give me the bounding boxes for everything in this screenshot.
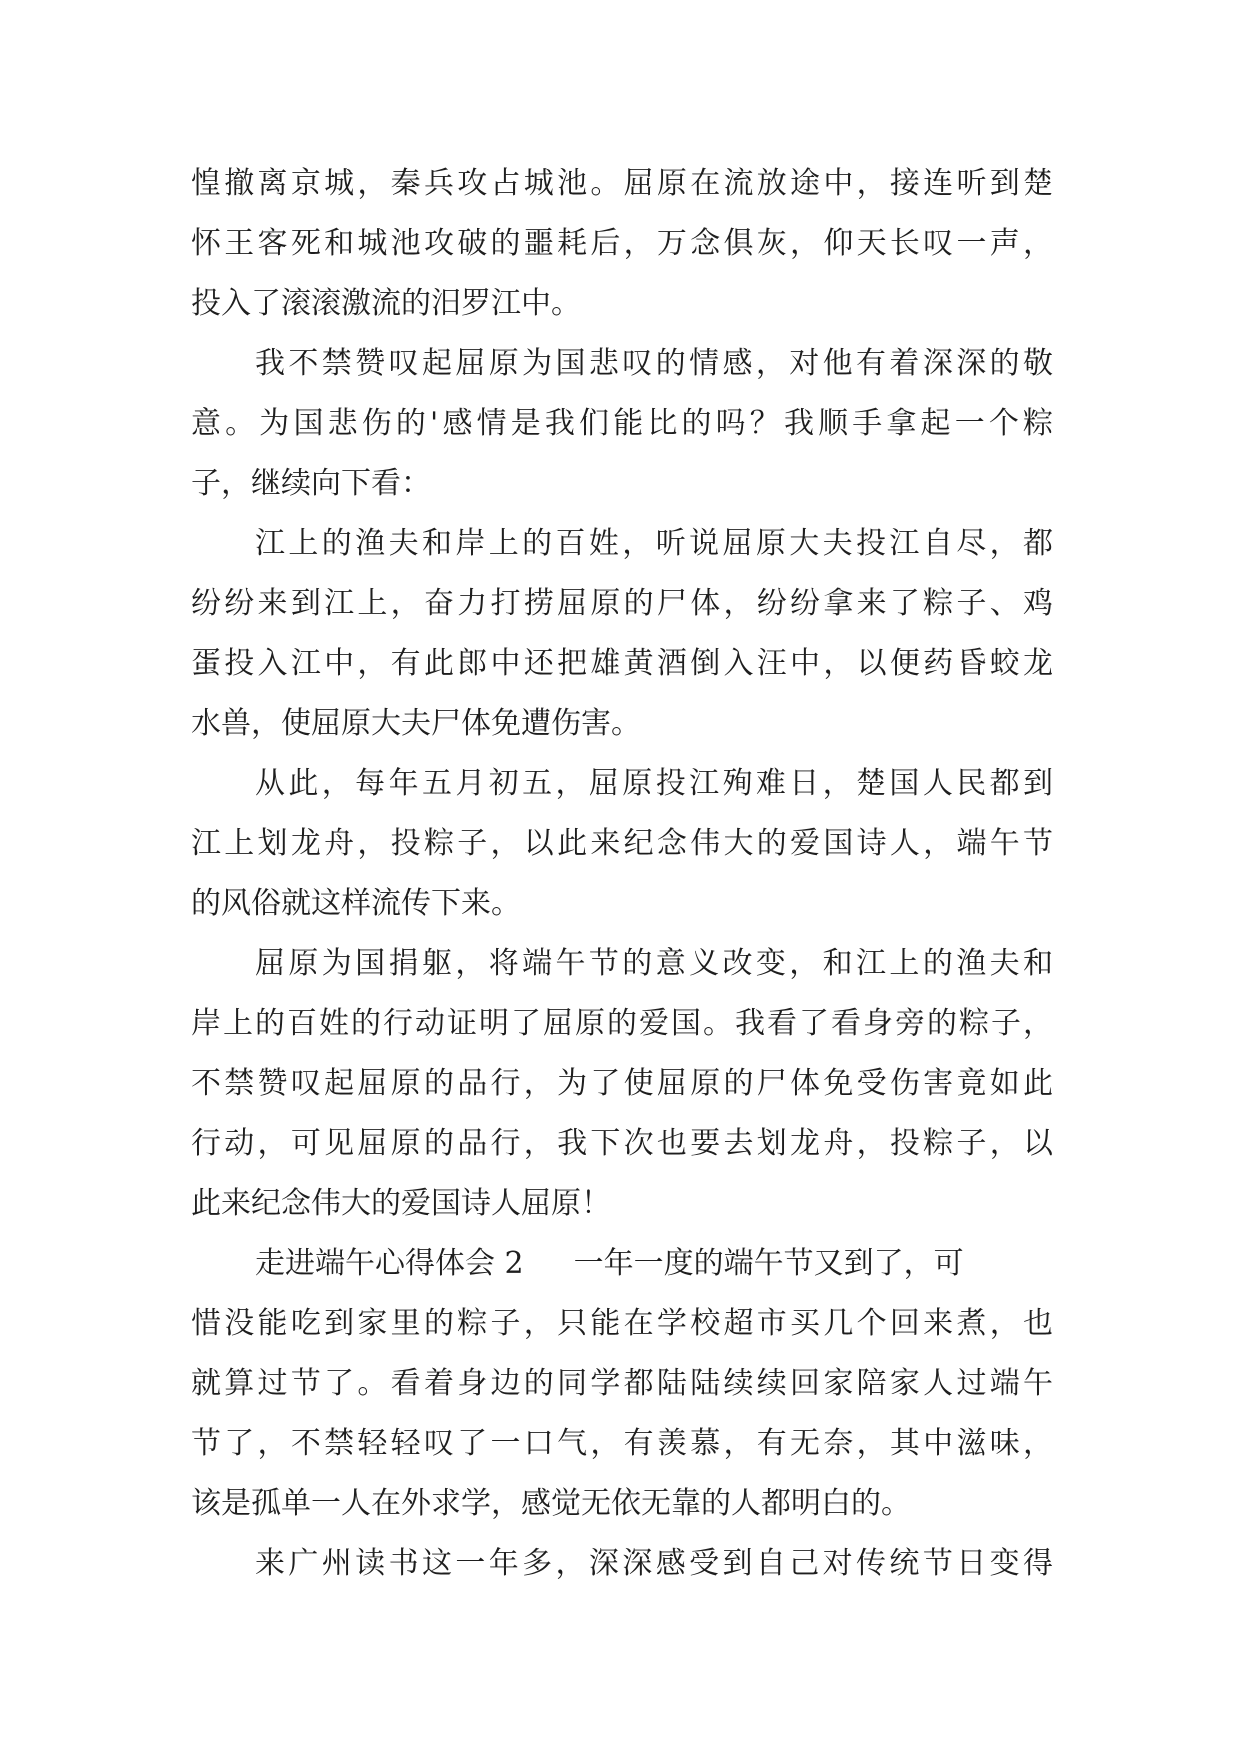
- section-heading: 走进端午心得体会 2: [255, 1246, 524, 1281]
- section-first-line: 一年一度的端午节又到了，可: [573, 1246, 964, 1281]
- paragraph-3: [191, 514, 1053, 754]
- text-line: 投入了滚滚激流的汨罗江中。: [191, 286, 581, 321]
- text-line: 屈原为国捐躯，将端午节的意义改变，和江上的渔夫和: [255, 946, 1053, 981]
- text-line: 节了，不禁轻轻叹了一口气，有羡慕，有无奈，其中滋味，: [191, 1426, 1053, 1461]
- text-line: 子，继续向下看：: [191, 466, 431, 501]
- text-line: 来广州读书这一年多，深深感受到自己对传统节日变得: [255, 1546, 1053, 1581]
- paragraph-4: [191, 754, 1053, 934]
- text-line: 就算过节了。看着身边的同学都陆陆续续回家陪家人过端午: [191, 1366, 1053, 1401]
- text-line: 的风俗就这样流传下来。: [191, 886, 521, 921]
- document-body: [191, 154, 1053, 1594]
- section-heading-line: [191, 1234, 1053, 1294]
- paragraph-6: [191, 1234, 1053, 1534]
- text-line: 我不禁赞叹起屈原为国悲叹的情感，对他有着深深的敬: [255, 346, 1053, 381]
- paragraph-1: [191, 154, 1053, 334]
- text-line: 纷纷来到江上，奋力打捞屈原的尸体，纷纷拿来了粽子、鸡: [191, 586, 1053, 621]
- text-line: 水兽，使屈原大夫尸体免遭伤害。: [191, 706, 641, 741]
- text-line: 惜没能吃到家里的粽子，只能在学校超市买几个回来煮，也: [191, 1306, 1053, 1341]
- paragraph-5: [191, 934, 1053, 1234]
- paragraph-7: [191, 1534, 1053, 1594]
- text-line: 江上划龙舟，投粽子，以此来纪念伟大的爱国诗人，端午节: [191, 826, 1053, 861]
- text-line: 不禁赞叹起屈原的品行，为了使屈原的尸体免受伤害竟如此: [191, 1066, 1053, 1101]
- text-line: 此来纪念伟大的爱国诗人屈原！: [191, 1186, 611, 1221]
- text-line: 蛋投入江中，有此郎中还把雄黄酒倒入汪中，以便药昏蛟龙: [191, 646, 1053, 681]
- text-line: 江上的渔夫和岸上的百姓，听说屈原大夫投江自尽，都: [255, 526, 1053, 561]
- paragraph-2: [191, 334, 1053, 514]
- text-line: 怀王客死和城池攻破的噩耗后，万念俱灰，仰天长叹一声，: [191, 226, 1053, 261]
- text-line: 该是孤单一人在外求学，感觉无依无靠的人都明白的。: [191, 1486, 911, 1521]
- text-line: 意。为国悲伤的'感情是我们能比的吗？我顺手拿起一个粽: [191, 406, 1053, 441]
- text-line: 行动，可见屈原的品行，我下次也要去划龙舟，投粽子，以: [191, 1126, 1053, 1161]
- text-line: 从此，每年五月初五，屈原投江殉难日，楚国人民都到: [255, 766, 1053, 801]
- text-line: 惶撤离京城，秦兵攻占城池。屈原在流放途中，接连听到楚: [191, 166, 1053, 201]
- text-line: 岸上的百姓的行动证明了屈原的爱国。我看了看身旁的粽子，: [191, 1006, 1053, 1041]
